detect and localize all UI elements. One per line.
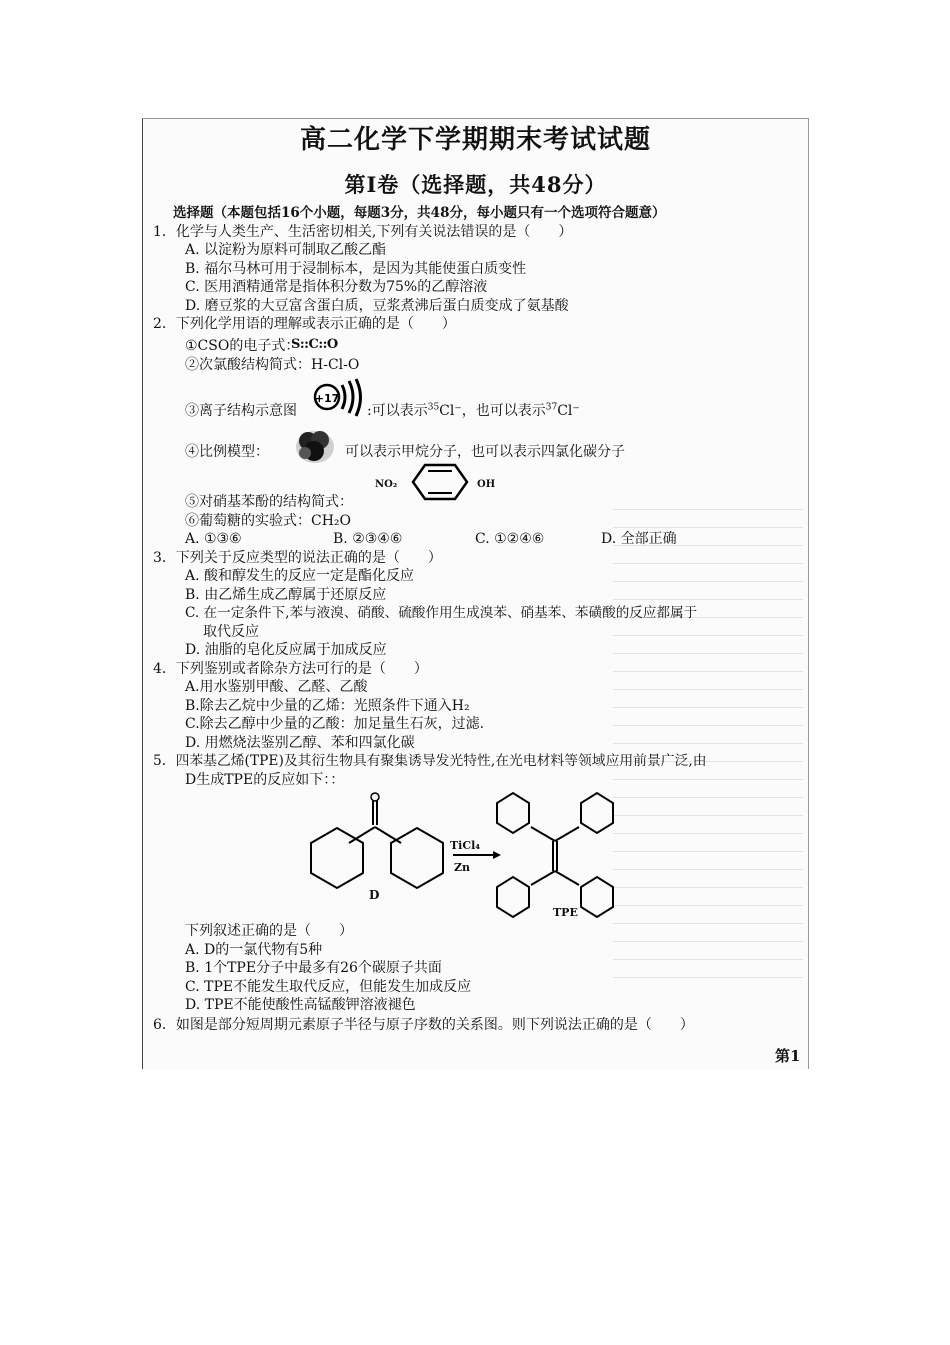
q4-option-c: C.除去乙醇中少量的乙酸：加足量生石灰，过滤.: [185, 716, 485, 732]
q5-option-c: C. TPE不能发生取代反应，但能发生加成反应: [185, 979, 472, 995]
nitro-group-label: NO₂: [375, 479, 398, 490]
q1-option-a: A. 以淀粉为原料可制取乙酸乙酯: [185, 242, 387, 258]
section-heading: 第Ⅰ卷（选择题，共48分）: [344, 172, 607, 197]
q5-ask: 下列叙述正确的是（ ）: [185, 923, 353, 939]
q5-stem-line1: 5．四苯基乙烯(TPE)及其衍生物具有聚集诱导发光特性,在光电材料等领域应用前景广泛,由: [153, 753, 707, 769]
q2-item3-label: ③离子结构示意图: [185, 403, 297, 419]
q2-option-c: C. ①②④⑥: [475, 531, 545, 547]
q1-option-c: C. 医用酒精通常是指体积分数为75%的乙醇溶液: [185, 279, 488, 295]
q4-option-b: B.除去乙烷中少量的乙烯：光照条件下通入H₂: [185, 698, 470, 714]
bleed-through-texture: [613, 509, 803, 989]
q2-option-b: B. ②③④⑥: [333, 531, 403, 547]
q3-option-d: D. 油脂的皂化反应属于加成反应: [185, 642, 387, 658]
q5-option-a: A. D的一氯代物有5种: [185, 942, 323, 958]
reagent-zn: Zn: [454, 861, 471, 874]
q3-option-c-cont: 取代反应: [203, 624, 259, 640]
label-d: D: [369, 888, 380, 902]
q2-stem: 2．下列化学用语的理解或表示正确的是（ ）: [153, 316, 456, 332]
exam-title: 高二化学下学期期末考试试题: [299, 125, 651, 155]
nucleus-charge: +17: [314, 392, 340, 405]
q2-item3-text: :可以表示$^{35}$Cl⁻，也可以表示$^{37}$Cl⁻: [367, 402, 580, 419]
q4-option-d: D. 用燃烧法鉴别乙醇、苯和四氯化碳: [185, 735, 415, 751]
exam-sheet: [142, 118, 809, 1069]
space-filling-model-image: [293, 427, 337, 465]
ion-structure-diagram: [311, 377, 369, 419]
hydroxyl-group-label: OH: [477, 479, 496, 490]
q2-item2: ②次氯酸结构简式：H-Cl-O: [185, 357, 360, 373]
q4-option-a: A.用水鉴别甲酸、乙醛、乙酸: [185, 679, 368, 695]
q1-option-b: B. 福尔马林可用于浸制标本，是因为其能使蛋白质变性: [185, 261, 527, 277]
q1-option-d: D. 磨豆浆的大豆富含蛋白质，豆浆煮沸后蛋白质变成了氨基酸: [185, 298, 569, 314]
q3-option-b: B. 由乙烯生成乙醇属于还原反应: [185, 587, 387, 603]
q2-item6: ⑥葡萄糖的实验式：CH₂O: [185, 513, 352, 529]
q2-option-d: D. 全部正确: [601, 531, 677, 547]
q2-option-a: A. ①③⑥: [185, 531, 242, 547]
q2-item5: ⑤对硝基苯酚的结构简式：: [185, 494, 353, 510]
q3-option-c: C. 在一定条件下,苯与液溴、硝酸、硫酸作用生成溴苯、硝基苯、苯磺酸的反应都属于: [185, 605, 698, 621]
instruction: 选择题（本题包括16个小题，每题3分，共48分，每小题只有一个选项符合题意）: [173, 205, 666, 221]
q2-item4-text: 可以表示甲烷分子，也可以表示四氯化碳分子: [345, 444, 625, 460]
q4-stem: 4．下列鉴别或者除杂方法可行的是（ ）: [153, 661, 428, 677]
reaction-scheme: [303, 791, 633, 921]
q6-stem: 6．如图是部分短周期元素原子半径与原子序数的关系图。则下列说法正确的是（ ）: [153, 1017, 694, 1033]
q3-option-a: A. 酸和醇发生的反应一定是酯化反应: [185, 568, 415, 584]
page-number: 第1: [775, 1047, 801, 1065]
q5-stem-line2: D生成TPE的反应如下：：: [185, 772, 345, 788]
cso-electron-formula: S::C::O: [291, 337, 338, 352]
label-tpe: TPE: [553, 906, 578, 919]
q5-option-d: D. TPE不能使酸性高锰酸钾溶液褪色: [185, 997, 416, 1013]
q2-item4-label: ④比例模型：: [185, 444, 269, 460]
para-nitrophenol-benzene-ring: [411, 462, 469, 502]
q2-item1: ①CSO的电子式：: [185, 338, 300, 354]
reagent-ticl4: TiCl₄: [450, 839, 481, 852]
q3-stem: 3．下列关于反应类型的说法正确的是（ ）: [153, 550, 442, 566]
q1-stem: 1．化学与人类生产、生活密切相关,下列有关说法错误的是（ ）: [153, 224, 573, 240]
q5-option-b: B. 1个TPE分子中最多有26个碳原子共面: [185, 960, 442, 976]
